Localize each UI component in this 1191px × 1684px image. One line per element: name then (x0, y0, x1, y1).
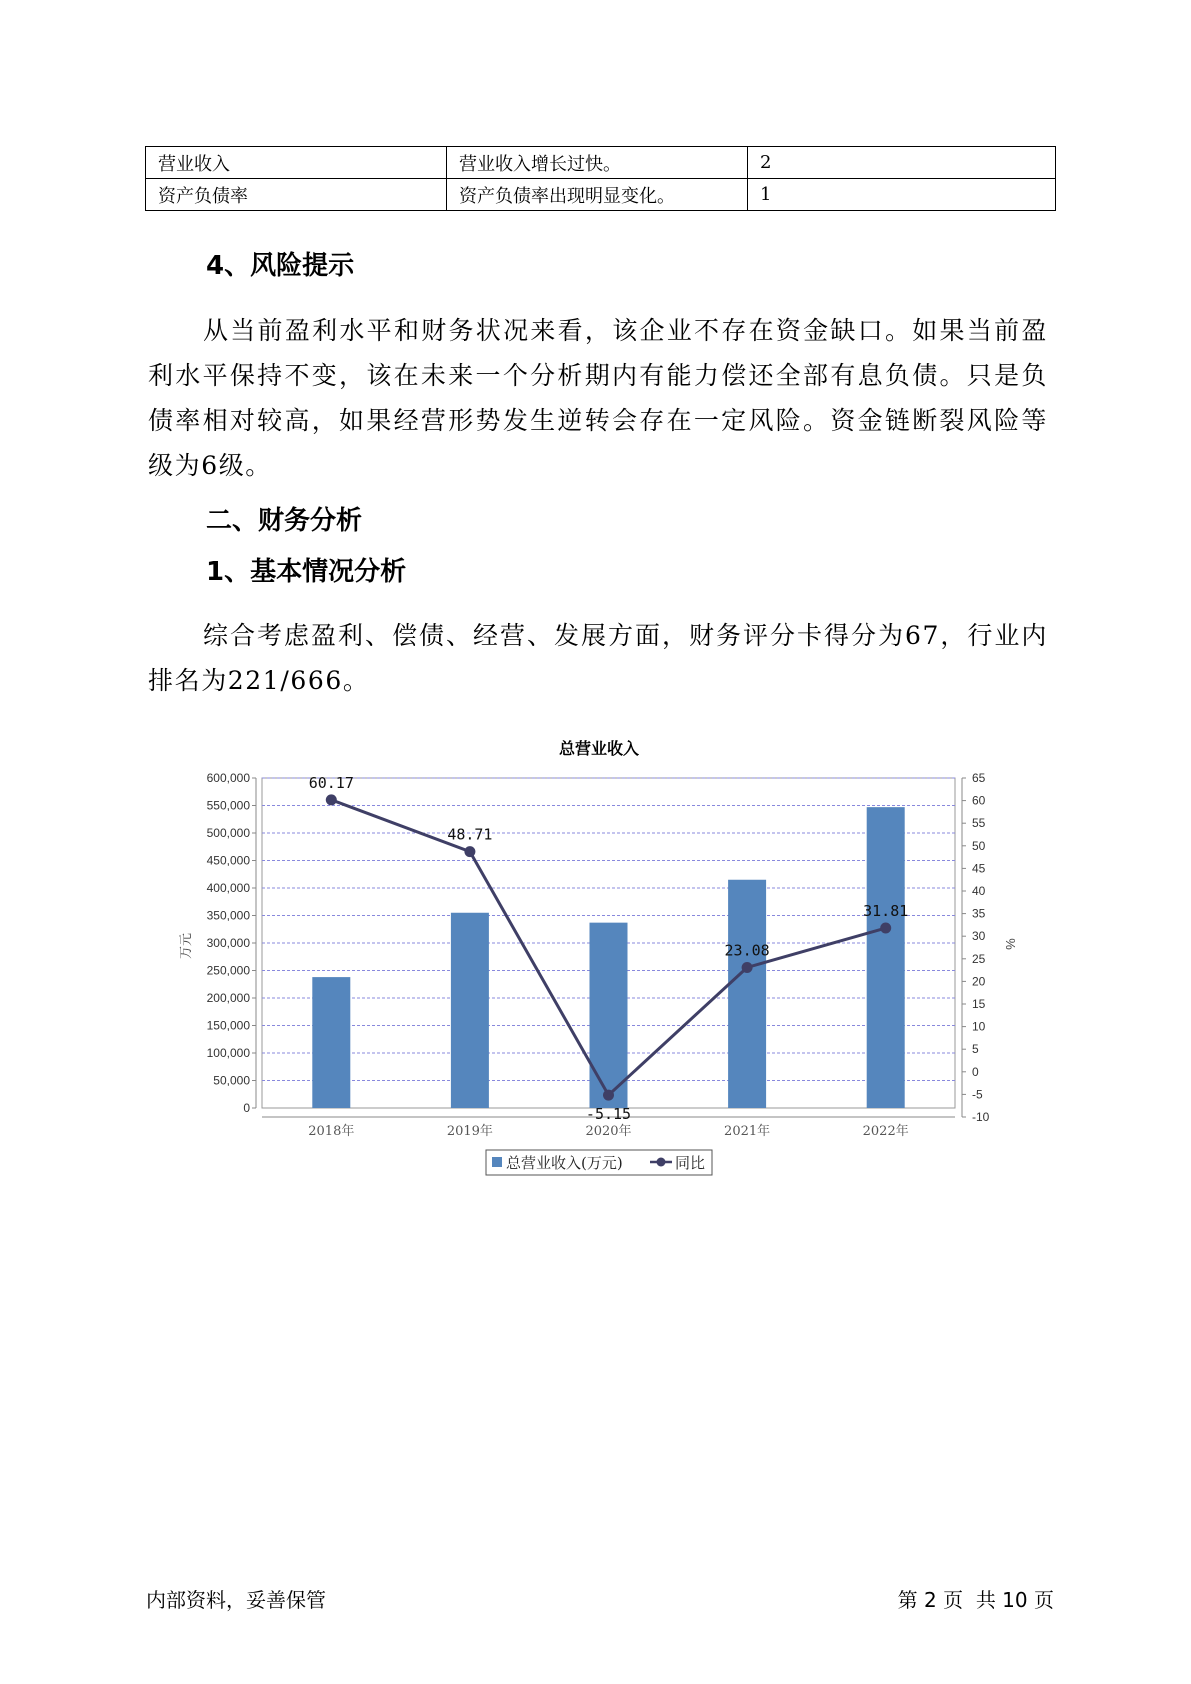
line-point (742, 962, 753, 973)
indicator-cell: 资产负债率 (146, 179, 447, 211)
y2-tick-label: 5 (972, 1042, 979, 1057)
indicator-cell: 营业收入 (146, 147, 447, 179)
bar (590, 923, 628, 1108)
y-tick-label: 0 (243, 1101, 250, 1115)
y2-tick-label: 10 (972, 1019, 986, 1034)
legend-bar-label: 总营业收入(万元) (506, 1154, 623, 1172)
y2-tick-label: 20 (972, 974, 986, 989)
y2-tick-label: 40 (972, 884, 986, 898)
legend-line-marker (657, 1158, 666, 1167)
y-tick-label: 450,000 (206, 853, 250, 868)
data-label: 23.08 (724, 941, 770, 960)
data-label: 60.17 (308, 773, 354, 792)
data-label: 31.81 (863, 902, 909, 921)
x-tick-label: 2021年 (724, 1124, 771, 1139)
y-tick-label: 50,000 (213, 1073, 250, 1088)
bar (728, 880, 766, 1108)
x-tick-label: 2022年 (862, 1124, 909, 1139)
y-tick-label: 150,000 (206, 1018, 250, 1033)
y2-tick-label: 55 (972, 816, 986, 831)
y2-tick-label: 15 (972, 997, 986, 1011)
bar (312, 977, 350, 1108)
y2-tick-label: 50 (972, 838, 986, 853)
y2-tick-label: -5 (972, 1087, 983, 1102)
y-tick-label: 400,000 (206, 881, 250, 895)
revenue-chart (0, 720, 1191, 1190)
risk-paragraph: 从当前盈利水平和财务状况来看，该企业不存在资金缺口。如果当前盈利水平保持不变，该在未来一个分析期内有能力偿还全部有息负债。只是负债率相对较高，如果经营形势发生逆转会存在一定风险。资金链断裂风险等级为6级。 (148, 316, 1048, 480)
y2-axis-label: % (1003, 938, 1018, 950)
y-tick-label: 550,000 (206, 798, 250, 813)
y-tick-label: 100,000 (206, 1046, 250, 1060)
legend (486, 1150, 712, 1175)
x-tick-label: 2020年 (585, 1124, 632, 1139)
score-paragraph: 综合考虑盈利、偿债、经营、发展方面，财务评分卡得分为67，行业内排名为221/666。 (148, 621, 1048, 695)
line-point (880, 923, 891, 934)
y-tick-label: 200,000 (206, 991, 250, 1005)
bar (451, 913, 489, 1108)
x-tick-label: 2018年 (308, 1124, 355, 1139)
y2-tick-label: -10 (972, 1110, 990, 1124)
description-cell: 资产负债率出现明显变化。 (447, 179, 748, 211)
bar (867, 807, 905, 1108)
table-row (146, 179, 1056, 211)
footer-note: 内部资料，妥善保管 (146, 1588, 326, 1612)
y2-tick-label: 25 (972, 951, 986, 966)
y-tick-label: 600,000 (206, 771, 250, 785)
y2-axis (962, 771, 990, 1124)
y-tick-label: 250,000 (206, 963, 250, 978)
risk-heading: 4、风险提示 (206, 251, 355, 281)
level-cell: 1 (748, 179, 1056, 211)
y2-tick-label: 30 (972, 929, 986, 944)
basic-analysis-heading: 1、基本情况分析 (206, 557, 407, 587)
y-tick-label: 500,000 (206, 826, 250, 840)
y-axis-label: 万元 (179, 932, 194, 960)
y2-tick-label: 0 (972, 1064, 979, 1079)
data-label: 48.71 (447, 825, 493, 844)
line-point (603, 1090, 614, 1101)
y2-tick-label: 60 (972, 793, 986, 808)
line-point (464, 846, 475, 857)
description-cell: 营业收入增长过快。 (447, 147, 748, 179)
y2-tick-label: 35 (972, 906, 986, 921)
table-row (146, 147, 1056, 179)
line-point (326, 794, 337, 805)
risk-table (145, 146, 1056, 211)
y-tick-label: 350,000 (206, 908, 250, 923)
data-label: -5.15 (585, 1105, 632, 1124)
page-number: 第 2 页 共 10 页 (897, 1588, 1054, 1612)
level-cell: 2 (748, 147, 1056, 179)
legend-bar-swatch (492, 1157, 502, 1167)
x-tick-label: 2019年 (446, 1124, 493, 1139)
legend-line-label: 同比 (675, 1154, 706, 1172)
y-axis (207, 771, 256, 1115)
y2-tick-label: 45 (972, 861, 986, 876)
y-tick-label: 300,000 (206, 936, 250, 950)
finance-heading: 二、财务分析 (206, 506, 363, 536)
chart-title: 总营业收入 (558, 739, 640, 758)
x-axis (308, 1123, 908, 1139)
y2-tick-label: 65 (972, 771, 986, 785)
